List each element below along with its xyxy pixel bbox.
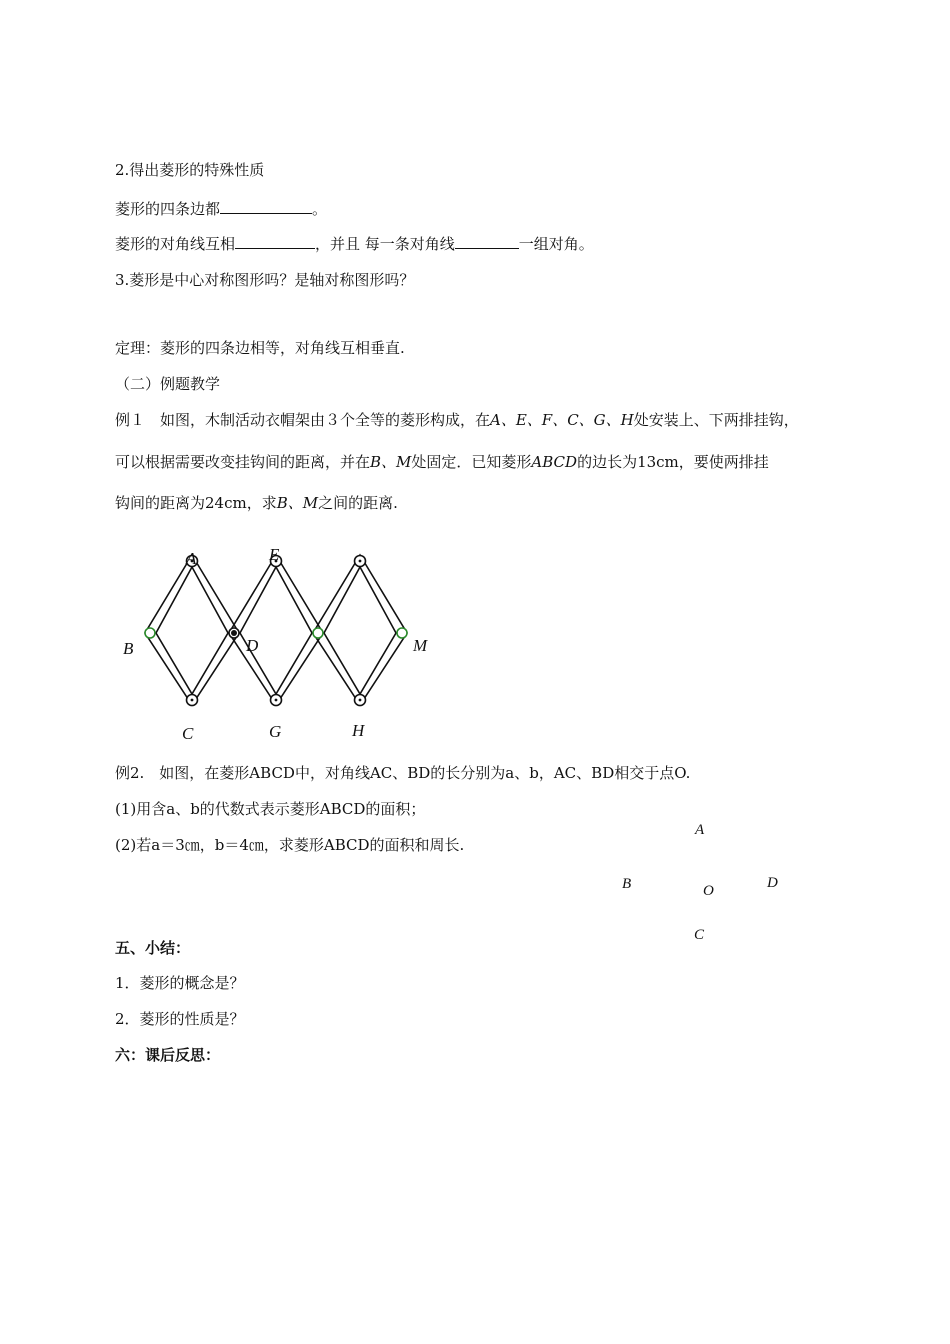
- sides-suffix: 。: [312, 200, 328, 218]
- hook-c-dot: [191, 699, 194, 702]
- diag-prefix: 菱形的对角线互相: [115, 235, 236, 253]
- label-b: B: [123, 639, 134, 658]
- reflection-heading: 六：课后反思：: [115, 1046, 221, 1064]
- summary-q1: 1．菱形的概念是？: [115, 974, 245, 992]
- label-a: A: [186, 549, 197, 568]
- joint-m-icon: [397, 628, 407, 638]
- summary-q2: 2．菱形的性质是？: [115, 1010, 245, 1028]
- summary-heading: 五、小结：: [115, 939, 191, 957]
- ex1-l2-a: 可以根据需要改变挂钩间的距离，并在: [115, 453, 371, 471]
- ex1-l3-points: B、M: [276, 494, 319, 512]
- label-d: D: [246, 636, 259, 655]
- sides-prefix: 菱形的四条边都: [115, 200, 221, 218]
- ex1-l2-abcd: ABCD: [531, 453, 578, 471]
- example2-line1: 例2. 如图，在菱形ABCD中，对角线AC、BD的长分别为a、b，AC、BD相交于点O.: [115, 764, 691, 782]
- ex1-l2-points: B、M: [370, 453, 412, 471]
- fig2-label-b: B: [622, 876, 632, 892]
- rhombus-abcd-inner: [156, 567, 228, 694]
- fig2-label-c: C: [694, 927, 705, 943]
- diag-suffix: 一组对角。: [518, 235, 594, 253]
- ex1-l2-c: 的边长为13cm，要使两排挂: [577, 453, 769, 471]
- rhombus-3-outer: [313, 555, 407, 705]
- ex1-l1-points: A、E、F、C、G、H: [490, 411, 634, 429]
- hook-h-dot: [359, 699, 362, 702]
- example2-line2: (1)用含a、b的代数式表示菱形ABCD的面积；: [115, 800, 426, 818]
- ex1-l3-a: 钩间的距离为24cm，求: [115, 494, 277, 512]
- section2-heading: 2.得出菱形的特殊性质: [115, 161, 265, 179]
- label-e: E: [269, 545, 280, 564]
- ex1-l1-b: 处安装上、下两排挂钩，: [633, 411, 799, 429]
- rhombus-abcd-outer: [145, 555, 239, 705]
- rhombus-2-inner: [240, 567, 312, 694]
- ex1-l2-b: 处固定．已知菱形: [411, 453, 532, 471]
- joint-b-icon: [145, 628, 155, 638]
- example2-line3: (2)若a＝3㎝，b＝4㎝，求菱形ABCD的面积和周长.: [115, 836, 465, 854]
- hook-g-dot: [275, 699, 278, 702]
- joint-d-dot: [231, 630, 237, 636]
- label-g: G: [269, 722, 282, 741]
- hook-f-dot: [359, 560, 362, 563]
- ex1-l1-a: 例１ 如图，木制活动衣帽架由３个全等的菱形构成，在: [115, 411, 491, 429]
- label-m: M: [413, 636, 428, 655]
- rhombus-2-outer: [229, 555, 323, 705]
- rhombus-3-inner: [324, 567, 396, 694]
- fig2-label-o: O: [703, 883, 714, 899]
- diag-mid: ，并且 每一条对角线: [315, 235, 455, 253]
- ex1-l3-b: 之间的距离.: [318, 494, 398, 512]
- question-3: 3.菱形是中心对称图形吗？是轴对称图形吗？: [115, 271, 415, 289]
- fig2-label-a: A: [695, 822, 705, 838]
- joint-mid-icon: [313, 628, 323, 638]
- theorem-text: 定理：菱形的四条边相等，对角线互相垂直.: [115, 339, 405, 357]
- label-c: C: [182, 724, 194, 743]
- fig2-label-d: D: [767, 875, 778, 891]
- label-h: H: [352, 721, 365, 740]
- examples-heading: （二）例题教学: [115, 375, 221, 393]
